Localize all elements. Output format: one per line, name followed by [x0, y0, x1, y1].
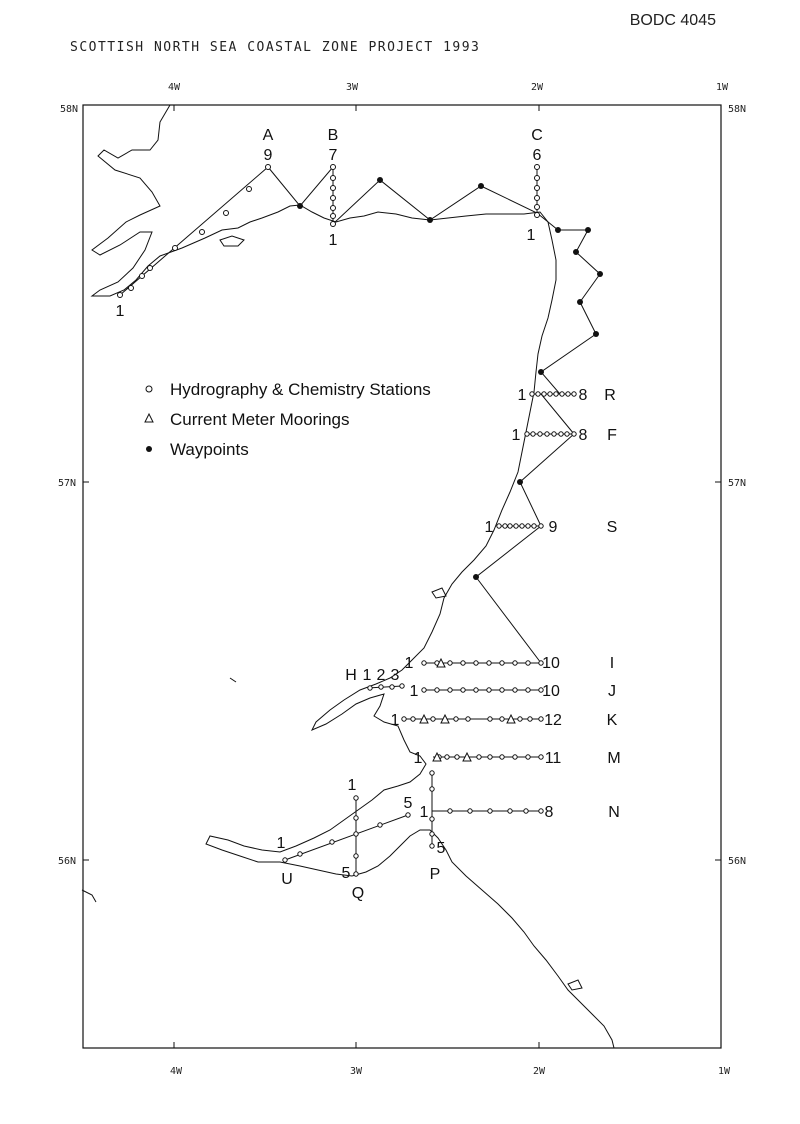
map-frame [83, 105, 721, 1048]
lon-label-bottom-1w: 1W [717, 1066, 731, 1077]
transect-f-start: 1 [511, 427, 521, 444]
transect-a-end: 9 [263, 147, 273, 164]
transect-s-end: 9 [548, 519, 558, 536]
legend-waypoint-label: Waypoints [170, 440, 249, 459]
lon-label-bottom-3w: 3W [349, 1066, 363, 1077]
lat-label-left-57n: 57N [58, 478, 77, 489]
legend-hydro-symbol [146, 386, 152, 392]
transect-n-start: 1 [419, 804, 429, 821]
legend-hydro-label: Hydrography & Chemistry Stations [170, 380, 431, 399]
document-code: BODC 4045 [629, 12, 716, 29]
transect-labels [116, 127, 621, 902]
legend-waypoint-symbol [146, 446, 152, 452]
current-meter-markers [420, 659, 515, 761]
document-title: SCOTTISH NORTH SEA COASTAL ZONE PROJECT 1993 [70, 40, 481, 55]
transect-lines [120, 167, 574, 876]
transect-i-start: 1 [404, 655, 414, 672]
lat-label-right-57n: 57N [728, 478, 747, 489]
transect-a-start: 1 [115, 303, 125, 320]
transect-u-name: U [281, 871, 293, 888]
transect-j-end: 10 [542, 683, 560, 700]
transect-k-end: 12 [544, 712, 562, 729]
transect-q-name: Q [351, 885, 365, 902]
transect-q-end: 5 [341, 865, 351, 882]
transect-c-name: C [531, 127, 543, 144]
transect-j-name: J [608, 683, 616, 700]
transect-n-name: N [608, 804, 620, 821]
transect-q-start: 1 [347, 777, 357, 794]
transect-u-start: 1 [276, 835, 286, 852]
transect-i-end: 10 [542, 655, 560, 672]
legend-current-label: Current Meter Moorings [170, 410, 350, 429]
transect-b-start: 1 [328, 232, 338, 249]
coastline [82, 105, 614, 1048]
transect-r-start: 1 [517, 387, 527, 404]
transect-j-start: 1 [409, 683, 419, 700]
transect-c-start: 1 [526, 227, 536, 244]
lat-label-right-56n: 56N [728, 856, 747, 867]
lon-label-bottom-2w: 2W [532, 1066, 546, 1077]
transect-h-station-2: 2 [376, 667, 386, 684]
lon-label-bottom-4w: 4W [169, 1066, 183, 1077]
transect-b-name: B [327, 127, 339, 144]
transect-p-end: 5 [436, 840, 446, 857]
legend-current-symbol [145, 414, 153, 422]
lon-label-top-3w: 3W [345, 82, 359, 93]
transect-s-start: 1 [484, 519, 494, 536]
transect-k-start: 1 [390, 712, 400, 729]
transect-p-name: P [429, 866, 441, 883]
transect-h-station-1: 1 [362, 667, 372, 684]
lon-label-top-1w: 1W [715, 82, 729, 93]
transect-b-end: 7 [328, 147, 338, 164]
station-markers [115, 165, 577, 877]
transect-s-name: S [606, 519, 618, 536]
transect-u-end: 5 [403, 795, 413, 812]
transect-r-name: R [604, 387, 616, 404]
lat-label-left-58n: 58N [60, 104, 79, 115]
transect-k-name: K [606, 712, 618, 729]
transect-c-end: 6 [532, 147, 542, 164]
transect-h-name: H [345, 667, 357, 684]
transect-m-start: 1 [413, 750, 423, 767]
transect-f-name: F [607, 427, 617, 444]
transect-i-name: I [609, 655, 615, 672]
transect-r-end: 8 [578, 387, 588, 404]
lat-label-left-56n: 56N [58, 856, 77, 867]
transect-m-end: 11 [544, 750, 562, 767]
lat-label-right-58n: 58N [728, 104, 747, 115]
transect-n-end: 8 [544, 804, 554, 821]
transect-a-name: A [262, 127, 274, 144]
legend [145, 380, 431, 459]
transect-h-station-3: 3 [390, 667, 400, 684]
lon-label-top-2w: 2W [530, 82, 544, 93]
lon-label-top-4w: 4W [167, 82, 181, 93]
transect-m-name: M [607, 750, 621, 767]
transect-f-end: 8 [578, 427, 588, 444]
